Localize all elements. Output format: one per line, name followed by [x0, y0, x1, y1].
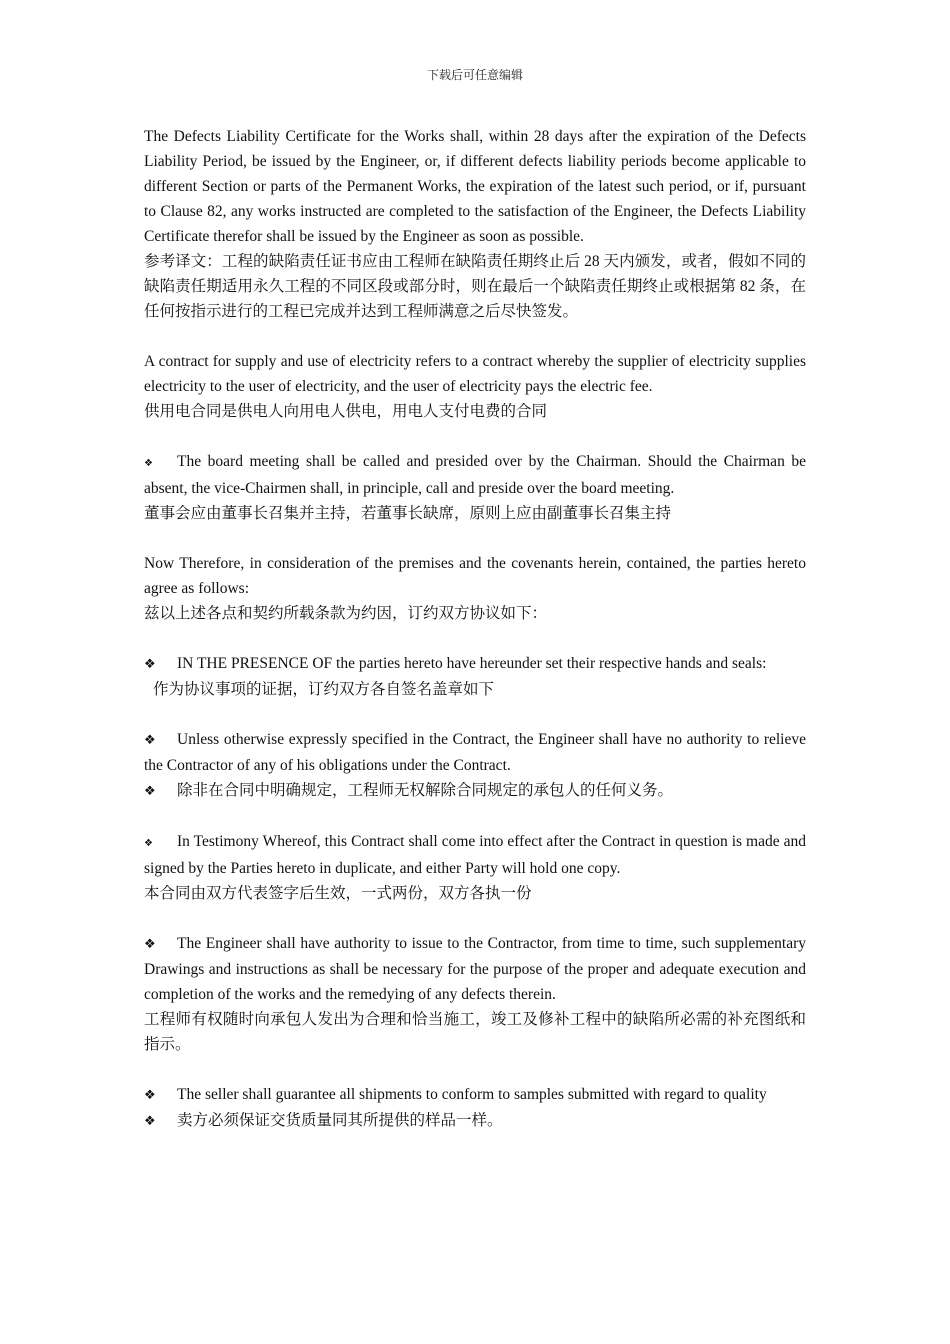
paragraph-en-7: [144, 829, 806, 881]
spacer: [144, 1057, 806, 1082]
bullet-icon: ❖: [144, 1114, 156, 1129]
page-header: 下载后可任意编辑: [426, 68, 523, 82]
spacer: [144, 804, 806, 829]
spacer: [144, 324, 806, 349]
bullet-icon: ❖: [144, 733, 156, 748]
spacer: [144, 526, 806, 551]
paragraph-en-3-text: The board meeting shall be called and presided over by the Chairman. Should the Chairman be absent, the vice-Chairmen shall, in principle, call and preside over the board meeting.: [144, 453, 806, 497]
paragraph-zh-6: [144, 778, 806, 804]
paragraph-zh-7: 本合同由双方代表签字后生效，一式两份，双方各执一份: [144, 885, 532, 902]
paragraph-en-6: [144, 727, 806, 778]
paragraph-en-2: A contract for supply and use of electricity refers to a contract whereby the supplier of electricity supplies electricity to the user of electricity, and the user of electricity pays the electric fee.: [144, 353, 806, 395]
paragraph-zh-1: 参考译文：工程的缺陷责任证书应由工程师在缺陷责任期终止后 28 天内颁发，或者，假如不同的缺陷责任期适用永久工程的不同区段或部分时，则在最后一个缺陷责任期终止或根据第 82 条，在任何按指示进行的工程已完成并达到工程师满意之后尽快签发。: [144, 253, 806, 320]
spacer: [144, 424, 806, 449]
paragraph-zh-9: [144, 1108, 806, 1134]
paragraph-en-4: Now Therefore, in consideration of the premises and the covenants herein, contained, the parties hereto agree as follows:: [144, 555, 806, 597]
paragraph-zh-5: 作为协议事项的证据，订约双方各自签名盖章如下: [153, 681, 495, 698]
bullet-icon: ❖: [144, 458, 153, 469]
paragraph-en-5-text: IN THE PRESENCE OF the parties hereto have hereunder set their respective hands and seals:: [177, 655, 767, 672]
paragraph-en-8: [144, 931, 806, 1007]
document-body: [144, 124, 806, 1134]
paragraph-zh-8: 工程师有权随时向承包人发出为合理和恰当施工，竣工及修补工程中的缺陷所必需的补充图纸和指示。: [144, 1011, 806, 1053]
paragraph-en-3: [144, 449, 806, 501]
spacer: [144, 702, 806, 727]
paragraph-zh-2: 供用电合同是供电人向用电人供电，用电人支付电费的合同: [144, 403, 548, 420]
paragraph-en-9-text: The seller shall guarantee all shipments to conform to samples submitted with regard to quality: [177, 1086, 767, 1103]
bullet-icon: ❖: [144, 838, 153, 849]
paragraph-en-1: The Defects Liability Certificate for the Works shall, within 28 days after the expiration of the Defects Liability Period, be issued by the Engineer, or, if different defects liability periods become applicable to different Section or parts of the Permanent Works, the expiration of the latest such period, or if, pursuant to Clause 82, any works instructed are completed to the satisfaction of the Engineer, the Defects Liability Certificate therefor shall be issued by the Engineer as soon as possible.: [144, 128, 806, 245]
paragraph-zh-3: 董事会应由董事长召集并主持，若董事长缺席，原则上应由副董事长召集主持: [144, 505, 672, 522]
paragraph-zh-9-text: 卖方必须保证交货质量同其所提供的样品一样。: [177, 1112, 503, 1129]
spacer: [144, 906, 806, 931]
paragraph-en-7-text: In Testimony Whereof, this Contract shall come into effect after the Contract in question is made and signed by the Parties hereto in duplicate, and either Party will hold one copy.: [144, 833, 806, 877]
bullet-icon: ❖: [144, 657, 156, 672]
bullet-icon: ❖: [144, 937, 156, 952]
bullet-icon: ❖: [144, 1088, 156, 1103]
bullet-icon: ❖: [144, 784, 156, 799]
paragraph-en-8-text: The Engineer shall have authority to issue to the Contractor, from time to time, such supplementary Drawings and instructions as shall be necessary for the purpose of the proper and adequate execution and completion of the works and the remedying of any defects therein.: [144, 935, 806, 1003]
paragraph-en-6-text: Unless otherwise expressly specified in the Contract, the Engineer shall have no authority to relieve the Contractor of any of his obligations under the Contract.: [144, 731, 806, 774]
paragraph-zh-4: 兹以上述各点和契约所载条款为约因，订约双方协议如下：: [144, 605, 548, 622]
paragraph-en-9: [144, 1082, 806, 1108]
paragraph-zh-6-text: 除非在合同中明确规定，工程师无权解除合同规定的承包人的任何义务。: [177, 782, 674, 799]
paragraph-en-5: [144, 651, 806, 677]
spacer: [144, 626, 806, 651]
